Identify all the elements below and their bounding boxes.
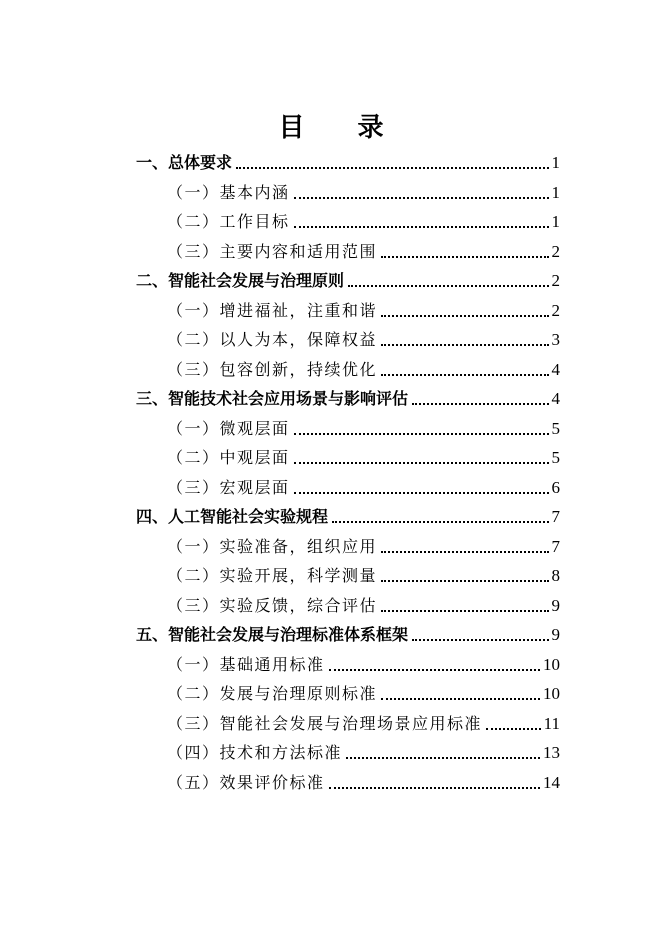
- toc-page-number: 4: [551, 389, 560, 408]
- toc-entry-subsection[interactable]: [167, 681, 560, 705]
- toc-page-number: 1: [551, 182, 560, 202]
- dot-leader: [329, 787, 540, 789]
- toc-entry-subsection[interactable]: [167, 652, 560, 676]
- toc-entry-subsection[interactable]: [167, 740, 560, 764]
- toc-entry-label: 五、智能社会发展与治理标准体系框架: [136, 625, 409, 644]
- dot-leader: [381, 344, 548, 346]
- toc-entry-label: （一）基础通用标准: [167, 654, 325, 674]
- toc-title: 目 录: [278, 113, 406, 143]
- dot-leader: [381, 580, 548, 582]
- toc-entry-label: （二）实验开展，科学测量: [167, 566, 378, 585]
- toc-page-number: 13: [543, 743, 560, 762]
- toc-entry-subsection[interactable]: [167, 711, 560, 735]
- dot-leader: [381, 256, 548, 258]
- toc-entry-subsection[interactable]: [167, 475, 560, 499]
- toc-entry-label: （一）微观层面: [167, 418, 290, 438]
- toc-page-number: 1: [551, 212, 560, 231]
- toc-entry-section[interactable]: [136, 504, 560, 528]
- toc-entry-subsection[interactable]: [167, 563, 560, 587]
- toc-entry-label: （二）中观层面: [167, 448, 290, 467]
- toc-page-number: 7: [551, 507, 560, 526]
- dot-leader: [381, 551, 548, 553]
- toc-entry-label: 三、智能技术社会应用场景与影响评估: [136, 389, 409, 408]
- toc-entry-label: （二）以人为本，保障权益: [167, 330, 378, 349]
- toc-entry-section[interactable]: [136, 150, 560, 174]
- toc-page-number: 1: [551, 153, 560, 172]
- toc-entry-label: （一）增进福祉，注重和谐: [167, 300, 378, 320]
- toc-entry-subsection[interactable]: [167, 209, 560, 233]
- dot-leader: [381, 610, 548, 612]
- toc-entry-subsection[interactable]: [167, 357, 560, 381]
- toc-page-number: 2: [551, 271, 560, 290]
- dot-leader: [486, 728, 541, 730]
- toc-page-number: 10: [543, 654, 560, 674]
- dot-leader: [348, 285, 548, 287]
- toc-page-number: 6: [551, 477, 560, 497]
- toc-entry-label: 一、总体要求: [136, 153, 233, 172]
- toc-entry-subsection[interactable]: [167, 593, 560, 617]
- dot-leader: [346, 757, 540, 759]
- toc-entry-label: （一）实验准备，组织应用: [167, 536, 378, 556]
- dot-leader: [294, 197, 549, 199]
- toc-entry-subsection[interactable]: [167, 534, 560, 558]
- toc-entry-subsection[interactable]: [167, 327, 560, 351]
- toc-entry-label: （二）工作目标: [167, 212, 290, 231]
- toc-entry-section[interactable]: [136, 268, 560, 292]
- toc-page-number: 4: [551, 359, 560, 379]
- toc-entry-label: （四）技术和方法标准: [167, 743, 343, 762]
- toc-page-number: 3: [551, 330, 560, 349]
- toc-entry-section[interactable]: [136, 386, 560, 410]
- toc-entry-subsection[interactable]: [167, 445, 560, 469]
- toc-page-number: 10: [543, 684, 560, 703]
- toc-entry-section[interactable]: [136, 622, 560, 646]
- toc-entry-label: 四、人工智能社会实验规程: [136, 507, 329, 526]
- dot-leader: [381, 698, 540, 700]
- dot-leader: [381, 315, 548, 317]
- toc-entry-subsection[interactable]: [167, 298, 560, 322]
- toc-page-number: 5: [551, 448, 560, 467]
- toc-page-number: 7: [551, 536, 560, 556]
- toc-entry-subsection[interactable]: [167, 416, 560, 440]
- toc-page-number: 14: [543, 772, 560, 792]
- toc-entry-label: （三）智能社会发展与治理场景应用标准: [167, 713, 483, 733]
- dot-leader: [329, 669, 540, 671]
- toc-page-number: 9: [551, 625, 560, 644]
- dot-leader: [236, 167, 548, 169]
- toc-page-number: 2: [551, 300, 560, 320]
- toc-entry-label: （三）实验反馈，综合评估: [167, 595, 378, 615]
- toc-page-number: 11: [543, 713, 560, 733]
- toc-page-number: 8: [551, 566, 560, 585]
- dot-leader: [294, 462, 549, 464]
- dot-leader: [294, 433, 549, 435]
- toc-page-number: 2: [551, 241, 560, 261]
- toc-entry-label: 二、智能社会发展与治理原则: [136, 271, 345, 290]
- toc-entry-label: （二）发展与治理原则标准: [167, 684, 378, 703]
- dot-leader: [412, 403, 548, 405]
- toc-page-number: 5: [551, 418, 560, 438]
- toc-entry-label: （一）基本内涵: [167, 182, 290, 202]
- toc-entry-label: （三）包容创新，持续优化: [167, 359, 378, 379]
- dot-leader: [294, 226, 549, 228]
- toc-entry-subsection[interactable]: [167, 239, 560, 263]
- dot-leader: [412, 639, 548, 641]
- dot-leader: [381, 374, 548, 376]
- dot-leader: [332, 521, 548, 523]
- toc-entry-subsection[interactable]: [167, 770, 560, 794]
- toc-entry-label: （三）主要内容和适用范围: [167, 241, 378, 261]
- toc-page-number: 9: [551, 595, 560, 615]
- dot-leader: [294, 492, 549, 494]
- toc-entry-subsection[interactable]: [167, 180, 560, 204]
- toc-entry-label: （三）宏观层面: [167, 477, 290, 497]
- toc-entry-label: （五）效果评价标准: [167, 772, 325, 792]
